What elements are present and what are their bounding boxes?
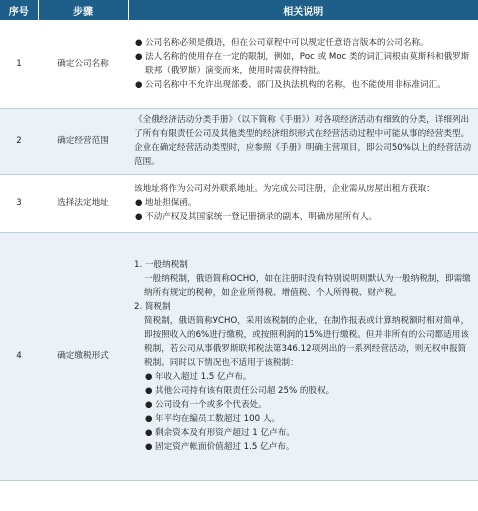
bullet-icon: ● [145,442,153,452]
row-number: 3 [0,174,38,232]
row-description [128,174,478,232]
list-item [134,196,474,210]
header-number: 序号 [0,0,38,20]
table-row [0,108,478,174]
description-intro: 该地址将作为公司对外联系地址。为完成公司注册，企业需从房屋出租方获取： [134,184,435,194]
list-item [144,412,474,426]
subsection-title: 2. 简税制 [134,302,171,312]
bullet-text: 其他公司持有该有限责任公司超 25% 的股权。 [155,386,335,396]
bullet-text: 地址担保函。 [145,198,197,208]
list-item [144,426,474,440]
row-description [128,20,478,108]
header-step: 步骤 [38,0,128,20]
row-step: 确定经营范围 [38,108,128,174]
bullet-text: 公司名称必须是俄语，但在公司章程中可以规定任意语言版本的公司名称。 [145,37,429,48]
bullet-icon: ● [145,400,153,410]
subsection-title: 1. 一般纳税制 [134,260,188,270]
list-item [144,440,474,454]
bullet-text: 公司名称中不允许出现部委、部门及执法机构的名称，也不能使用非标准词汇。 [145,79,446,90]
row-number: 2 [0,108,38,174]
bullet-text: 年收入超过 1.5 亿卢布。 [155,372,252,382]
bullet-icon: ● [145,386,153,396]
row-description [128,232,478,480]
bullet-text: 公司设有一个或多个代表处。 [155,400,267,410]
row-number: 1 [0,20,38,108]
row-step: 确定缴税形式 [38,232,128,480]
table-row [0,20,478,108]
list-item [144,398,474,412]
bullet-icon: ● [145,372,153,382]
bullet-icon: ● [135,37,143,48]
bullet-text: 不动产权及其国家统一登记册摘录的副本，明确房屋所有人。 [145,212,378,222]
bullet-icon: ● [135,51,143,62]
row-step: 选择法定地址 [38,174,128,232]
bullet-icon: ● [145,428,153,438]
table-header-row [0,0,478,20]
list-item [134,36,474,50]
list-item [134,78,474,92]
bullet-text: 固定资产帐面价值超过 1.5 亿卢布。 [155,442,295,452]
bullet-icon: ● [135,212,143,222]
list-item [144,370,474,384]
table-row [0,232,478,480]
list-item [134,210,474,224]
list-item [144,384,474,398]
bullet-icon: ● [135,198,143,208]
bullet-text: 年平均在编员工数超过 100 人。 [155,414,280,424]
row-description [128,108,478,174]
row-step: 确定公司名称 [38,20,128,108]
row-number: 4 [0,232,38,480]
bullet-text: 法人名称的使用存在一定的限制，例如，Рос 或 Моc 类的词汇词根由莫斯科和俄罗斯联邦（俄罗斯）演变而来，使用时需获得特批。 [145,51,470,76]
header-description: 相关说明 [128,0,478,20]
list-item [134,50,474,78]
subsection-text: 简税制，俄语简称УСНО，采用该税制的企业，在制作报表或计算纳税额时相对简单，即按照收入的6%进行缴税，或按照利润的15%进行缴税。但并非所有的公司都适用该税制，若公司从事俄罗斯联邦税法第346.12项列出的一系列经营活动，则无权申报简税制。同时以下情况也不适用于该税制： [144,316,470,368]
description-text: 《全俄经济活动分类手册》（以下简称《手册》）对各项经济活动有细致的分类，详细列出了所有有限责任公司及其他类型的经济组织形式在经营活动过程中可能从事的经营类型。企业在确定经营活动类型时，应参照《手册》明确主营项目，即公司50%以上的经营活动范围。 [134,115,472,167]
subsection-text: 一般纳税制，俄语简称ОСНО，如在注册时没有特别说明则默认为一般纳税制，即需缴纳所有规定的税种，如企业所得税、增值税、个人所得税、财产税。 [144,274,471,298]
table-row [0,174,478,232]
bullet-icon: ● [145,414,153,424]
bullet-text: 剩余资本及有形资产超过 1 亿卢布。 [155,428,295,438]
bullet-icon: ● [135,79,143,90]
